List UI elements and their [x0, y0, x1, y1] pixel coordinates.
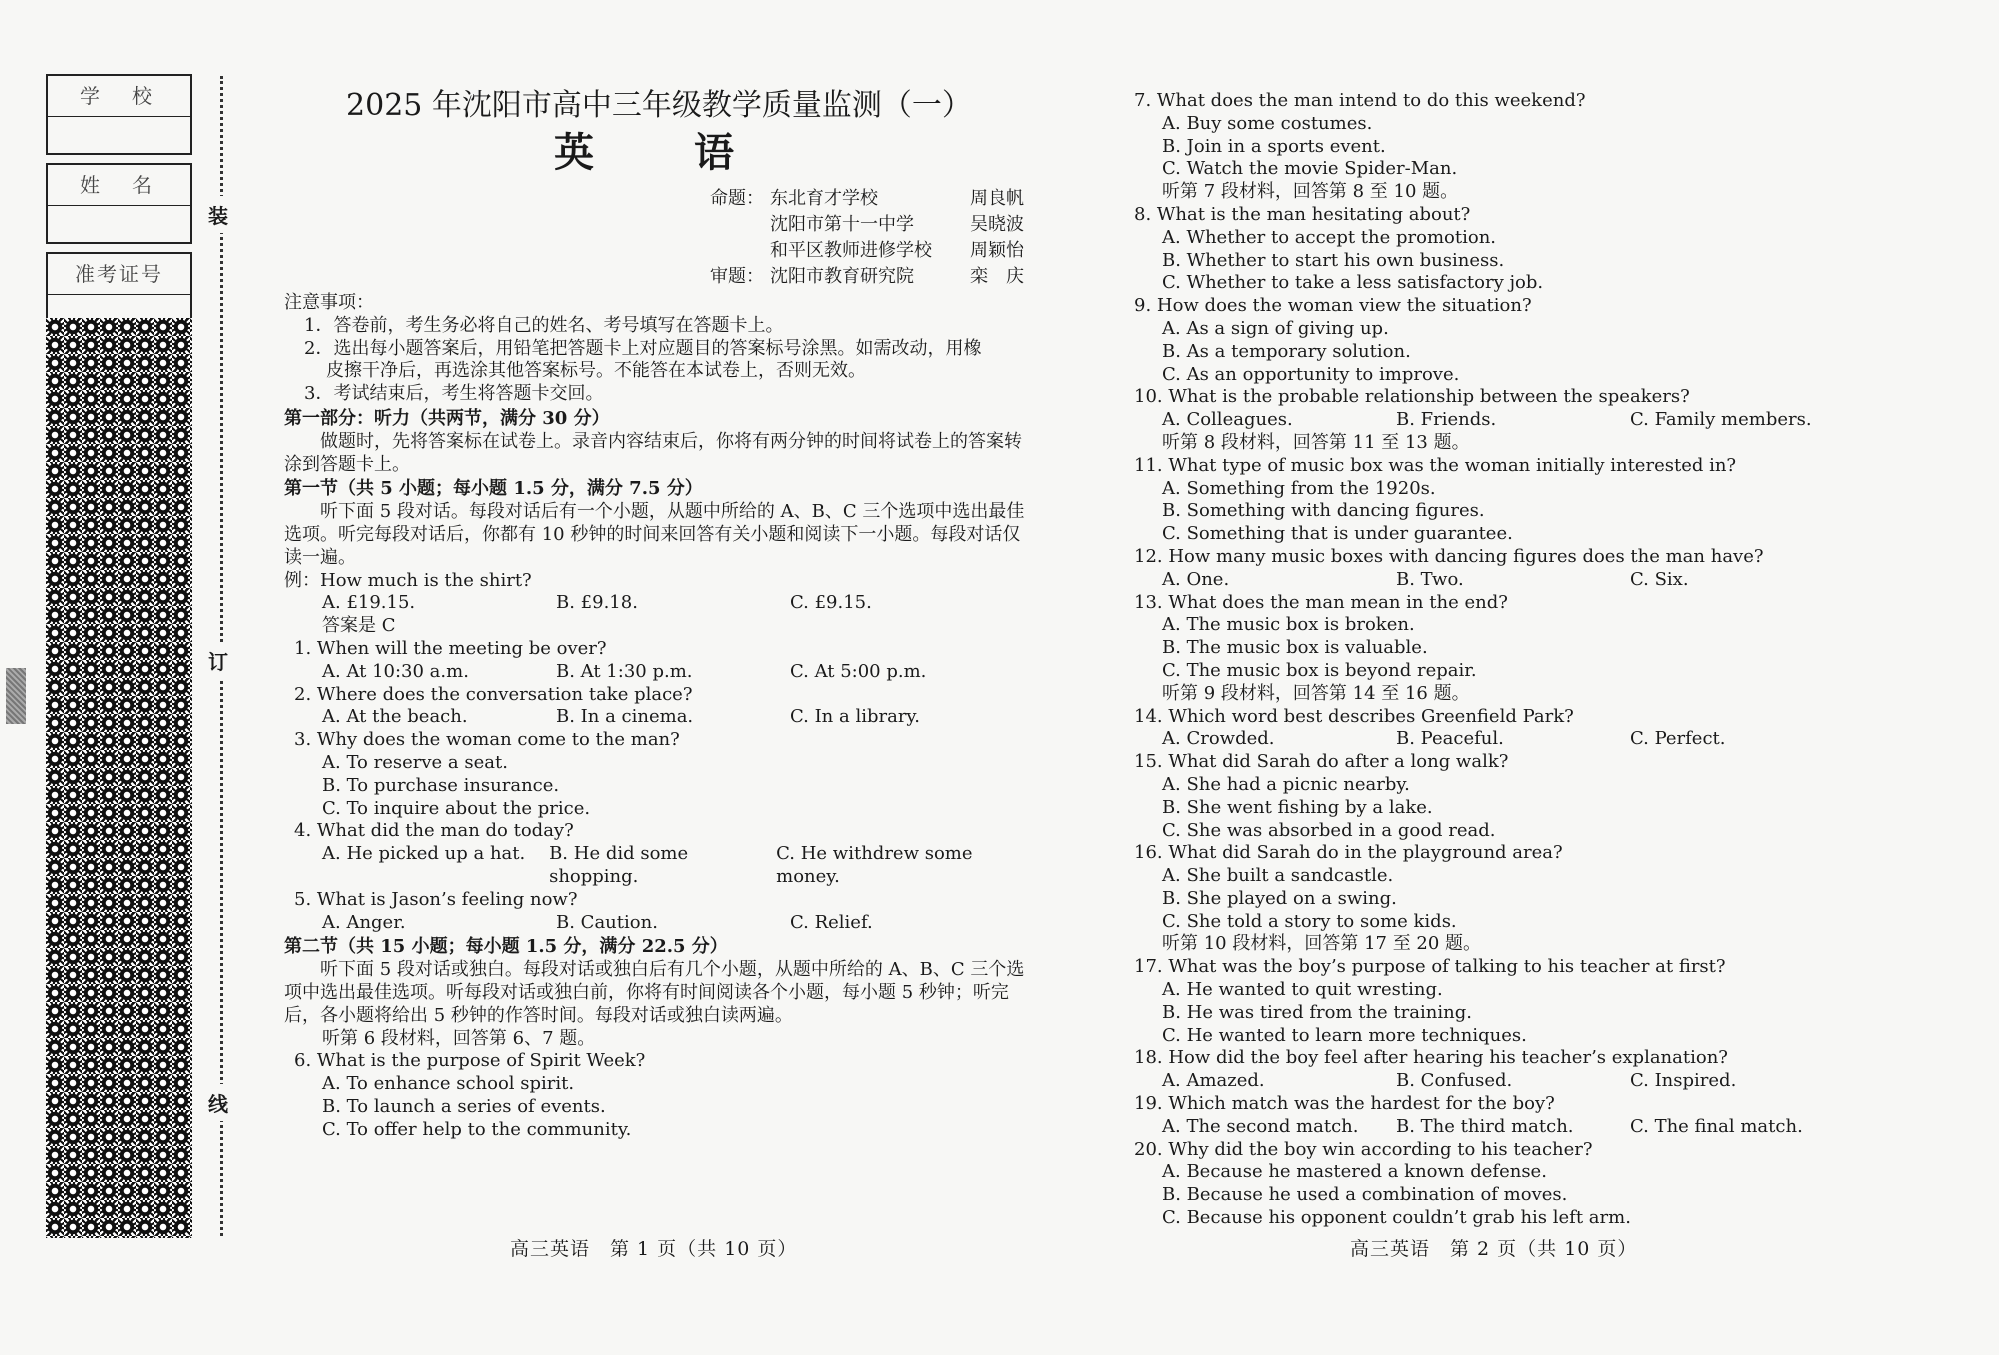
option-b: B. Caution.	[556, 911, 658, 933]
question-9-option-c: C. As an opportunity to improve.	[1162, 363, 1460, 385]
option-c: C. Relief.	[790, 911, 873, 933]
question-9-option-a: A. As a sign of giving up.	[1162, 317, 1389, 339]
question-16-option-c: C. She told a story to some kids.	[1162, 910, 1457, 932]
author-org: 沈阳市第十一中学	[770, 214, 914, 235]
question-7-option-a: A. Buy some costumes.	[1162, 112, 1373, 134]
option-a: A. Crowded.	[1162, 728, 1275, 750]
author-name: 栾 庆	[970, 266, 1024, 287]
option-c: C. The final match.	[1630, 1115, 1803, 1137]
option-a: A. Anger.	[322, 911, 406, 933]
question-9: 9. How does the woman view the situation?	[1134, 295, 1532, 317]
question-12-options	[1124, 569, 1824, 592]
section1-title: 第一节（共 5 小题；每小题 1.5 分，满分 7.5 分）	[284, 478, 703, 500]
author-name: 吴晓波	[970, 214, 1024, 235]
option-c: C. Family members.	[1630, 409, 1812, 431]
option-b: B. He did some shopping.	[549, 843, 689, 887]
option-a: A. One.	[1162, 568, 1230, 590]
question-6-option-c: C. To offer help to the community.	[322, 1118, 632, 1140]
question-2-options	[284, 706, 1034, 729]
question-4-options	[284, 843, 1034, 889]
question-20-option-a: A. Because he mastered a known defense.	[1162, 1161, 1547, 1183]
question-5-options	[284, 912, 1034, 935]
notice-1: 1．答卷前，考生务必将自己的姓名、考号填写在答题卡上。	[304, 314, 784, 336]
section1-questions	[284, 638, 1034, 934]
example-option-b: B. £9.18.	[556, 592, 638, 614]
option-c: C. He withdrew some money.	[776, 843, 973, 887]
notice-3: 3．考试结束后，考生将答题卡交回。	[304, 383, 604, 405]
author-row	[710, 212, 1034, 238]
example-option-c: C. £9.15.	[790, 592, 872, 614]
question-12: 12. How many music boxes with dancing figures does the man have?	[1134, 545, 1764, 567]
notice-2-cont: 皮擦干净后，再选涂其他答案标号。不能答在本试卷上，否则无效。	[326, 360, 866, 382]
part1-desc: 做题时，先将答案标在试卷上。录音内容结束后，你将有两分钟的时间将试卷上的答案转涂到答题卡上。	[284, 430, 1022, 475]
option-b: B. Friends.	[1396, 409, 1497, 431]
school-blank	[48, 117, 190, 153]
author-row	[710, 186, 1034, 212]
question-10: 10. What is the probable relationship between the speakers?	[1134, 386, 1690, 408]
section1-desc: 听下面 5 段对话。每段对话后有一个小题，从题中所给的 A、B、C 三个选项中选出最佳选项。听完每段对话后，你都有 10 秒钟的时间来回答有关小题和阅读下一小题。每段对话仅读一遍。	[284, 501, 1025, 568]
question-3-option-b: B. To purchase insurance.	[322, 774, 560, 796]
option-a: A. At 10:30 a.m.	[322, 660, 469, 682]
option-a: A. At the beach.	[322, 706, 468, 728]
author-role	[710, 212, 770, 238]
material-instruction: 听第 7 段材料，回答第 8 至 10 题。	[1162, 181, 1459, 203]
question-8-option-b: B. Whether to start his own business.	[1162, 249, 1505, 271]
section2-desc: 听下面 5 段对话或独白。每段对话或独白后有几个小题，从题中所给的 A、B、C 三个选项中选出最佳选项。听每段对话或独白前，你将有时间阅读各个小题，每小题 5 秒钟；听完后，各小题将给出 5 秒钟的作答时间。每段对话或独白读两遍。	[284, 959, 1025, 1026]
exam-title: 2025 年沈阳市高中三年级教学质量监测（一）	[346, 88, 972, 123]
question-16-option-b: B. She played on a swing.	[1162, 887, 1397, 909]
name-label: 姓 名	[48, 165, 190, 206]
option-c: C. At 5:00 p.m.	[790, 660, 927, 682]
question-15-option-c: C. She was absorbed in a good read.	[1162, 819, 1496, 841]
question-16: 16. What did Sarah do in the playground area?	[1134, 842, 1563, 864]
option-b: B. Two.	[1396, 568, 1464, 590]
question-13: 13. What does the man mean in the end?	[1134, 591, 1508, 613]
page-2-footer: 高三英语 第 2 页（共 10 页）	[1350, 1238, 1638, 1260]
question-5: 5. What is Jason’s feeling now?	[294, 888, 578, 910]
question-6: 6. What is the purpose of Spirit Week?	[294, 1050, 646, 1072]
question-11-option-a: A. Something from the 1920s.	[1162, 477, 1436, 499]
question-1-options	[284, 661, 1034, 684]
question-11-option-c: C. Something that is under guarantee.	[1162, 523, 1513, 545]
author-org: 东北育才学校	[770, 188, 878, 209]
material-6-instruction: 听第 6 段材料，回答第 6、7 题。	[322, 1027, 596, 1049]
author-role: 审题：	[710, 266, 764, 287]
example-option-a: A. £19.15.	[322, 592, 416, 614]
question-17-option-a: A. He wanted to quit wresting.	[1162, 979, 1443, 1001]
question-8: 8. What is the man hesitating about?	[1134, 203, 1471, 225]
question-8-option-c: C. Whether to take a less satisfactory job.	[1162, 272, 1544, 294]
question-11-option-b: B. Something with dancing figures.	[1162, 500, 1485, 522]
part1-title: 第一部分：听力（共两节，满分 30 分）	[284, 407, 610, 429]
option-b: B. The third match.	[1396, 1115, 1574, 1137]
example-answer: 答案是 C	[322, 615, 396, 637]
option-c: C. In a library.	[790, 706, 920, 728]
question-2: 2. Where does the conversation take place?	[294, 683, 693, 705]
material-instruction: 听第 8 段材料，回答第 11 至 13 题。	[1162, 431, 1470, 453]
page-1-footer: 高三英语 第 1 页（共 10 页）	[510, 1238, 798, 1260]
author-org: 沈阳市教育研究院	[770, 266, 914, 287]
question-17-option-c: C. He wanted to learn more techniques.	[1162, 1024, 1527, 1046]
question-18-options	[1124, 1070, 1824, 1093]
subject-title: 英 语	[554, 129, 764, 176]
option-b: B. At 1:30 p.m.	[556, 660, 693, 682]
question-9-option-b: B. As a temporary solution.	[1162, 340, 1411, 362]
option-a: A. Amazed.	[1162, 1070, 1265, 1092]
option-a: A. He picked up a hat.	[322, 843, 526, 865]
option-b: B. In a cinema.	[556, 706, 694, 728]
question-20-option-b: B. Because he used a combination of moves.	[1162, 1184, 1568, 1206]
question-8-option-a: A. Whether to accept the promotion.	[1162, 226, 1497, 248]
question-1: 1. When will the meeting be over?	[294, 637, 607, 659]
option-c: C. Inspired.	[1630, 1070, 1737, 1092]
question-3-option-a: A. To reserve a seat.	[322, 751, 508, 773]
question-17-option-b: B. He was tired from the training.	[1162, 1001, 1472, 1023]
option-c: C. Perfect.	[1630, 728, 1726, 750]
binding-label-xian: 线	[208, 1084, 228, 1121]
author-row	[710, 264, 1034, 290]
option-b: B. Peaceful.	[1396, 728, 1504, 750]
exam-page-2	[1124, 90, 1824, 1230]
material-instruction: 听第 10 段材料，回答第 17 至 20 题。	[1162, 933, 1482, 955]
question-3-option-c: C. To inquire about the price.	[322, 797, 591, 819]
candidate-info-sidebar	[46, 74, 192, 341]
question-6-option-b: B. To launch a series of events.	[322, 1095, 606, 1117]
question-7-option-c: C. Watch the movie Spider-Man.	[1162, 158, 1458, 180]
example-question: 例：How much is the shirt?	[284, 569, 532, 591]
author-role: 命题：	[710, 188, 764, 209]
option-a: A. The second match.	[1162, 1115, 1359, 1137]
question-6-option-a: A. To enhance school spirit.	[322, 1073, 575, 1095]
question-17: 17. What was the boy’s purpose of talking to his teacher at first?	[1134, 956, 1726, 978]
question-13-option-b: B. The music box is valuable.	[1162, 637, 1428, 659]
binding-label-zhuang: 装	[208, 196, 228, 233]
school-label: 学 校	[48, 76, 190, 117]
question-4: 4. What did the man do today?	[294, 820, 574, 842]
author-row	[710, 238, 1034, 264]
question-10-options	[1124, 409, 1824, 432]
author-org: 和平区教师进修学校	[770, 240, 932, 261]
question-19: 19. Which match was the hardest for the boy?	[1134, 1093, 1555, 1115]
question-15-option-b: B. She went fishing by a lake.	[1162, 796, 1433, 818]
question-14: 14. Which word best describes Greenfield Park?	[1134, 705, 1574, 727]
material-instruction: 听第 9 段材料，回答第 14 至 16 题。	[1162, 682, 1470, 704]
name-field	[46, 163, 192, 244]
question-20-option-c: C. Because his opponent couldn’t grab his left arm.	[1162, 1207, 1631, 1229]
question-3: 3. Why does the woman come to the man?	[294, 729, 680, 751]
author-role	[710, 238, 770, 264]
question-13-option-c: C. The music box is beyond repair.	[1162, 659, 1477, 681]
question-15-option-a: A. She had a picnic nearby.	[1162, 773, 1410, 795]
authors-block	[710, 186, 1034, 290]
question-14-options	[1124, 728, 1824, 751]
question-16-option-a: A. She built a sandcastle.	[1162, 865, 1394, 887]
binding-label-ding: 订	[208, 642, 228, 679]
section2-title: 第二节（共 15 小题；每小题 1.5 分，满分 22.5 分）	[284, 936, 728, 958]
question-7: 7. What does the man intend to do this weekend?	[1134, 90, 1586, 111]
question-13-option-a: A. The music box is broken.	[1162, 614, 1415, 636]
scan-marker	[6, 668, 26, 724]
option-b: B. Confused.	[1396, 1070, 1513, 1092]
anti-copy-pattern	[46, 318, 192, 1238]
exam-id-label: 准考证号	[48, 254, 190, 295]
exam-page-1	[284, 84, 1034, 1141]
question-19-options	[1124, 1116, 1824, 1139]
question-7-option-b: B. Join in a sports event.	[1162, 135, 1386, 157]
notice-2: 2．选出每小题答案后，用铅笔把答题卡上对应题目的答案标号涂黑。如需改动，用橡	[304, 337, 982, 359]
school-field	[46, 74, 192, 155]
question-18: 18. How did the boy feel after hearing his teacher’s explanation?	[1134, 1047, 1728, 1069]
option-c: C. Six.	[1630, 568, 1689, 590]
name-blank	[48, 206, 190, 242]
example-options	[284, 592, 1034, 615]
question-20: 20. Why did the boy win according to his teacher?	[1134, 1138, 1593, 1160]
author-name: 周良帆	[970, 188, 1024, 209]
question-15: 15. What did Sarah do after a long walk?	[1134, 751, 1509, 773]
question-11: 11. What type of music box was the woman initially interested in?	[1134, 454, 1737, 476]
author-name: 周颖怡	[970, 240, 1024, 261]
option-a: A. Colleagues.	[1162, 409, 1293, 431]
notice-title: 注意事项：	[284, 292, 374, 313]
